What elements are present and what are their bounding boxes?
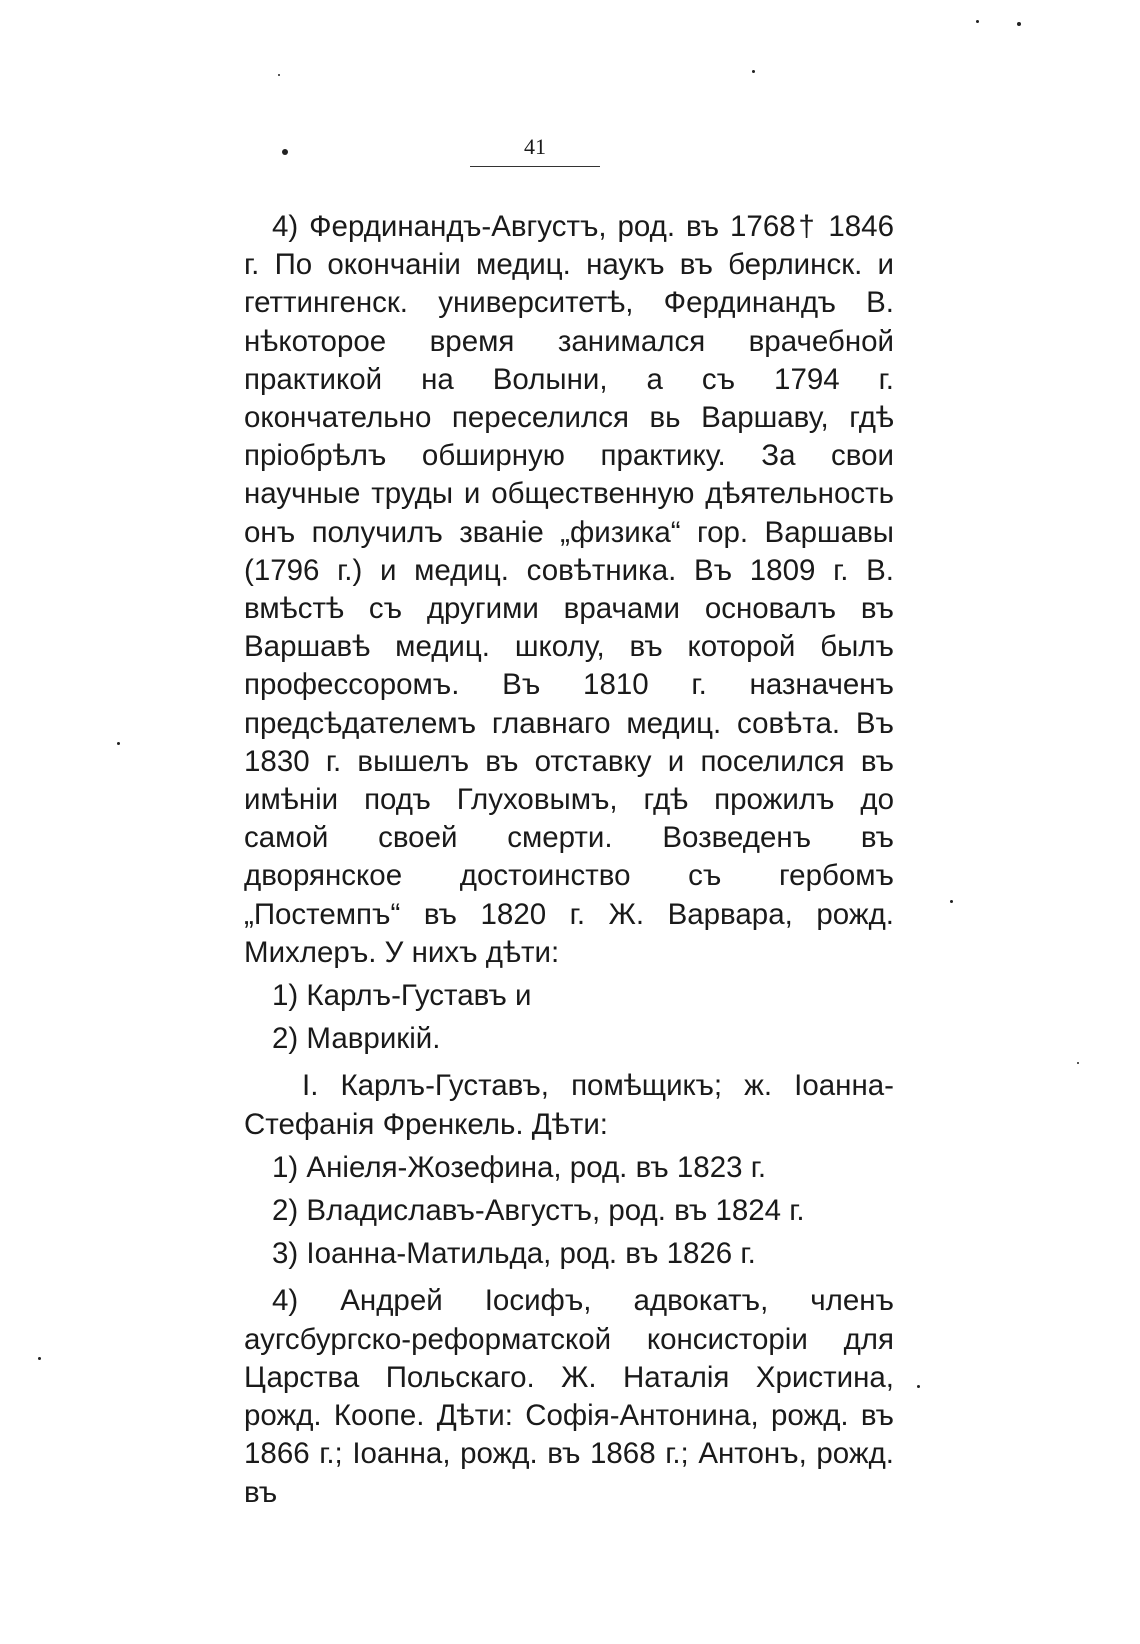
scan-speck	[752, 70, 755, 73]
paragraph-ferdinand-august: 4) Фердинандъ-Августъ, род. въ 1768† 1846 г. По окончанiи медиц. наукъ въ берлинск. и геттингенск. университетѣ, Фердинандъ В. нѣкоторое время занимался врачебной практикой на Волыни, а съ 1794 г. окончательно переселился вь Варшаву, гдѣ прiобрѣлъ обширную практику. За свои научные труды и общественную дѣятельность онъ получилъ званiе „физика“ гор. Варшавы (1796 г.) и медиц. совѣтника. Въ 1809 г. В. вмѣстѣ съ другими врачами основалъ въ Варшавѣ медиц. школу, въ которой былъ профессоромъ. Въ 1810 г. назначенъ предсѣдателемъ главнаго медиц. совѣта. Въ 1830 г. вышелъ въ отставку и поселился въ имѣнiи подъ Глуховымъ, гдѣ прожилъ до самой своей смерти. Возведенъ въ дворянское достоинство съ гербомъ „Постемпъ“ въ 1820 г. Ж. Варвара, рожд. Михлеръ. У нихъ дѣти:	[244, 210, 894, 969]
paragraph-andrei-iosif: 4) Андрей Iосифъ, адвокатъ, членъ аугсбургско-реформатской консисторiи для Царства Польскаго. Ж. Наталiя Христина, рожд. Коопе. Дѣти: Софiя-Антонина, рожд. въ 1866 г.; Iоанна, рожд. въ 1868 г.; Антонъ, рожд. въ	[244, 1284, 894, 1509]
list-item-child: 1) Анiеля-Жозефина, род. въ 1823 г.	[272, 1150, 767, 1184]
paragraph-karl-gustav: I. Карлъ-Густавъ, помѣщикъ; ж. Iоанна-Стефанiя Френкель. Дѣти:	[244, 1069, 894, 1141]
scan-speck	[38, 1357, 41, 1360]
scan-speck	[1077, 1062, 1079, 1064]
scan-speck	[117, 742, 120, 745]
scan-speck	[917, 1385, 920, 1388]
header-rule	[470, 166, 600, 167]
scan-speck	[950, 900, 953, 903]
scan-speck	[278, 74, 280, 76]
list-item-child: 2) Владиславъ-Августъ, род. въ 1824 г.	[272, 1194, 805, 1228]
list-item-child: 3) Iоанна-Матильда, род. въ 1826 г.	[272, 1237, 756, 1271]
scan-speck	[976, 20, 979, 23]
list-item-child: 1) Карлъ-Густавъ и	[272, 979, 532, 1013]
page-number: 41	[524, 134, 546, 159]
list-item-child: 2) Маврикiй.	[272, 1022, 441, 1056]
page-body	[244, 208, 894, 1512]
scan-speck	[1017, 22, 1021, 26]
scan-speck	[282, 149, 288, 155]
